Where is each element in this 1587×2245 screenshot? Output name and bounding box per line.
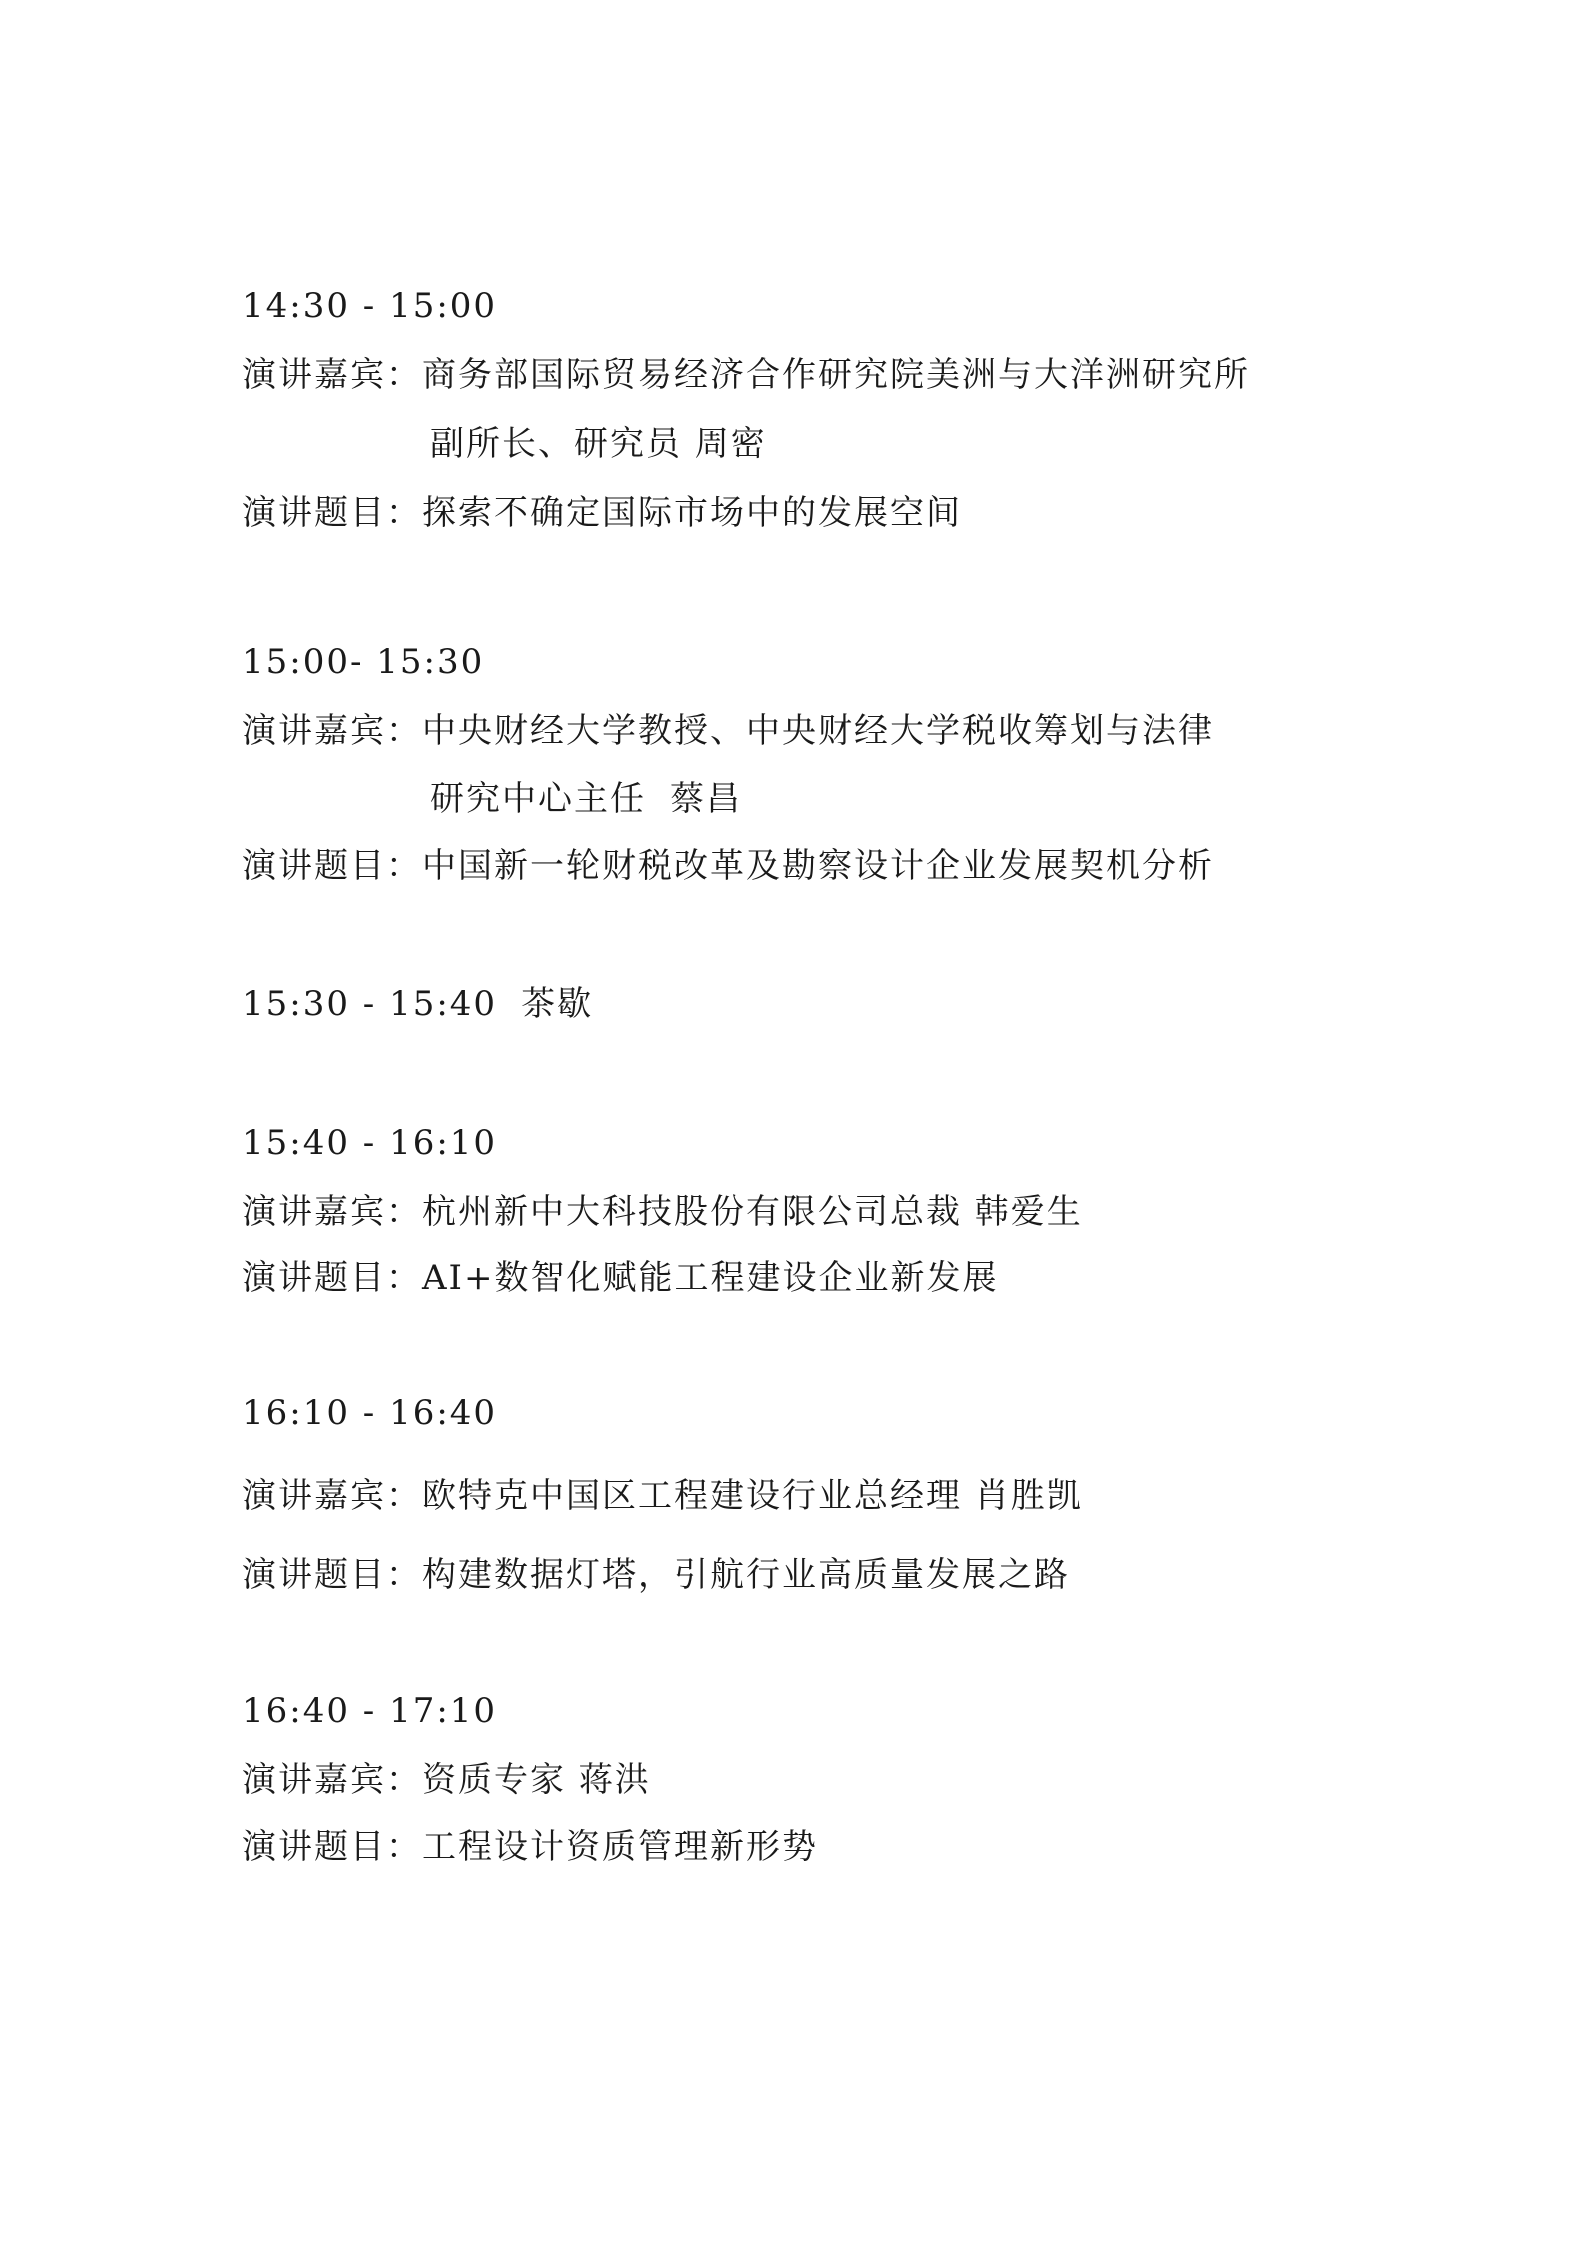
session-time: 15:30 - 15:40 [242, 984, 498, 1024]
speaker-label: 演讲嘉宾： [242, 1476, 422, 1516]
topic-row [242, 1825, 818, 1869]
session-time: 15:00- 15:30 [242, 642, 485, 682]
topic-text: AI+数智化赋能工程建设企业新发展 [422, 1258, 999, 1298]
speaker-text: 中央财经大学教授、中央财经大学税收筹划与法律 [422, 711, 1214, 751]
speaker-text: 欧特克中国区工程建设行业总经理 肖胜凯 [422, 1476, 1083, 1516]
speaker-label: 演讲嘉宾： [242, 1760, 422, 1800]
speaker-row [242, 1190, 1083, 1234]
topic-text: 中国新一轮财税改革及勘察设计企业发展契机分析 [422, 846, 1214, 886]
speaker-text: 商务部国际贸易经济合作研究院美洲与大洋洲研究所 [422, 355, 1250, 395]
session-time: 16:10 - 16:40 [242, 1393, 498, 1433]
topic-row [242, 844, 1214, 888]
topic-text: 工程设计资质管理新形势 [422, 1827, 818, 1867]
break-note: 茶歇 [521, 984, 594, 1024]
topic-text: 探索不确定国际市场中的发展空间 [422, 493, 962, 533]
topic-text: 构建数据灯塔，引航行业高质量发展之路 [422, 1555, 1070, 1595]
speaker-row [242, 1474, 1083, 1518]
session-time: 16:40 - 17:10 [242, 1691, 498, 1731]
topic-row [242, 1553, 1070, 1597]
topic-label: 演讲题目： [242, 1827, 422, 1867]
speaker-row [242, 1758, 651, 1802]
speaker-label: 演讲嘉宾： [242, 711, 422, 751]
speaker-name: 蔡昌 [670, 779, 742, 819]
session-time: 15:40 - 16:10 [242, 1123, 498, 1163]
speaker-row [242, 353, 1250, 397]
speaker-text-continued: 副所长、研究员 周密 [430, 424, 767, 464]
topic-row [242, 491, 962, 535]
speaker-row [242, 709, 1214, 753]
speaker-text: 杭州新中大科技股份有限公司总裁 韩爱生 [422, 1192, 1083, 1232]
break-row [242, 982, 593, 1026]
topic-label: 演讲题目： [242, 846, 422, 886]
topic-label: 演讲题目： [242, 493, 422, 533]
speaker-label: 演讲嘉宾： [242, 355, 422, 395]
speaker-label: 演讲嘉宾： [242, 1192, 422, 1232]
session-time: 14:30 - 15:00 [242, 286, 498, 326]
speaker-text-continued [430, 777, 742, 821]
topic-label: 演讲题目： [242, 1258, 422, 1298]
speaker-text: 资质专家 蒋洪 [422, 1760, 651, 1800]
topic-row [242, 1256, 998, 1300]
speaker-title: 研究中心主任 [430, 779, 646, 819]
topic-label: 演讲题目： [242, 1555, 422, 1595]
